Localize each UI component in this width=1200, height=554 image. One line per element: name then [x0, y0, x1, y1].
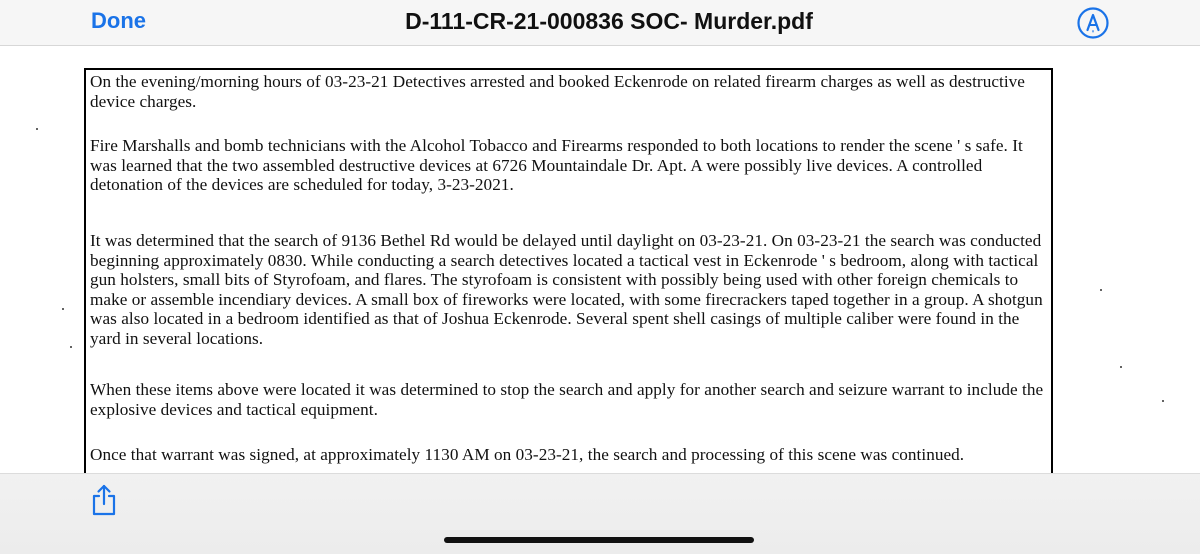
paragraph-stop-search: When these items above were located it was determined to stop the search and apply for another search and seizure warrant to include the explosive devices and tactical equipment. [90, 380, 1044, 419]
pdf-page[interactable] [0, 46, 1200, 473]
scan-speck [1100, 289, 1102, 291]
scan-speck [1162, 400, 1164, 402]
paragraph-search: It was determined that the search of 9136 Bethel Rd would be delayed until daylight on 03-23-21. On 03-23-21 the search was conducted beginning approximately 0830. While conducting a search detectives located a tactical vest in Eckenrode ' s bedroom, along with tactical gun holsters, small bits of Styrofoam, and flares. The styrofoam is consistent with possibly being used with other foreign chemicals to make or assemble incendiary devices. A small box of fireworks were located, with some firecrackers taped together in a group. A shotgun was also located in a bedroom identified as that of Joshua Eckenrode. Several spent shell casings of multiple caliber were found in the yard in several locations. [90, 231, 1043, 348]
home-indicator[interactable] [444, 537, 754, 543]
done-button[interactable]: Done [91, 8, 146, 33]
scan-speck [36, 128, 38, 130]
markup-pen-icon[interactable] [1076, 6, 1110, 40]
scan-speck [62, 308, 64, 310]
navigation-bar [0, 0, 1200, 46]
paragraph-arrest: On the evening/morning hours of 03-23-21 Detectives arrested and booked Eckenrode on related firearm charges as well as destructive device charges. [90, 72, 1025, 111]
scan-speck [1120, 366, 1122, 368]
scan-speck [70, 346, 72, 348]
document-title: D-111-CR-21-000836 SOC- Murder.pdf [405, 8, 813, 34]
share-icon[interactable] [89, 483, 119, 517]
paragraph-warrant-signed: Once that warrant was signed, at approximately 1130 AM on 03-23-21, the search and processing of this scene was continued. [90, 445, 965, 464]
report-text-box [84, 68, 1053, 488]
bottom-toolbar [0, 473, 1200, 554]
paragraph-fire-marshalls: Fire Marshalls and bomb technicians with the Alcohol Tobacco and Firearms responded to both locations to render the scene ' s safe. It was learned that the two assembled destructive devices at 6726 Mountaindale Dr. Apt. A were possibly live devices. A controlled detonation of the devices are scheduled for today, 3-23-2021. [90, 136, 1023, 194]
